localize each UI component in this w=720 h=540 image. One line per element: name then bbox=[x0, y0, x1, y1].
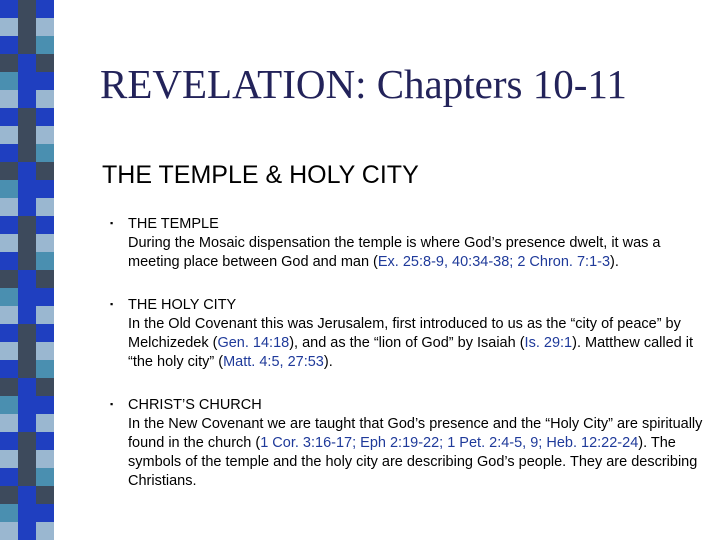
decorative-tile bbox=[0, 468, 18, 486]
decorative-tile bbox=[18, 252, 36, 270]
scripture-reference: Ex. 25:8-9, 40:34-38; 2 Chron. 7:1-3 bbox=[377, 254, 611, 270]
body-text: During the Mosaic dispensation the temple is where God’s presence dwelt, it was a meeting place between God and man ( bbox=[128, 235, 661, 270]
decorative-tile bbox=[0, 342, 18, 360]
decorative-tile bbox=[0, 270, 18, 288]
item-body bbox=[128, 315, 710, 372]
decorative-tile bbox=[18, 144, 36, 162]
decorative-tile bbox=[18, 216, 36, 234]
decorative-tile bbox=[36, 18, 54, 36]
decorative-tile bbox=[36, 342, 54, 360]
decorative-tile-strip bbox=[0, 0, 54, 540]
decorative-tile bbox=[0, 414, 18, 432]
bullet-item-holy-city bbox=[110, 296, 710, 372]
decorative-tile bbox=[36, 288, 54, 306]
decorative-tile bbox=[36, 54, 54, 72]
bullet-icon: ▪ bbox=[110, 218, 114, 228]
decorative-tile bbox=[0, 522, 18, 540]
decorative-tile bbox=[18, 126, 36, 144]
decorative-tile bbox=[0, 36, 18, 54]
bullet-list bbox=[110, 215, 710, 515]
decorative-tile bbox=[18, 18, 36, 36]
decorative-tile bbox=[36, 396, 54, 414]
decorative-tile bbox=[0, 216, 18, 234]
body-text: In the New Covenant we are taught that God’s presence and the “Holy City” are spiritually found in the church ( bbox=[128, 416, 703, 451]
body-text: ). bbox=[610, 254, 619, 270]
bullet-icon: ▪ bbox=[110, 399, 114, 409]
decorative-tile bbox=[36, 468, 54, 486]
decorative-tile bbox=[18, 306, 36, 324]
decorative-tile bbox=[36, 360, 54, 378]
decorative-tile bbox=[0, 378, 18, 396]
decorative-tile bbox=[18, 0, 36, 18]
scripture-reference: 1 Cor. 3:16-17; Eph 2:19-22; 1 Pet. 2:4-5, 9; Heb. 12:22-24 bbox=[260, 435, 639, 451]
decorative-tile bbox=[36, 72, 54, 90]
item-heading: THE HOLY CITY bbox=[128, 297, 237, 313]
decorative-tile bbox=[0, 450, 18, 468]
decorative-tile bbox=[36, 198, 54, 216]
decorative-tile bbox=[18, 162, 36, 180]
body-text: In the Old Covenant this was Jerusalem, first introduced to us as the “city of peace” by Melchizedek ( bbox=[128, 316, 681, 351]
decorative-tile bbox=[18, 54, 36, 72]
decorative-tile bbox=[0, 162, 18, 180]
decorative-tile bbox=[0, 54, 18, 72]
decorative-tile bbox=[0, 144, 18, 162]
decorative-tile bbox=[36, 162, 54, 180]
decorative-tile bbox=[0, 360, 18, 378]
decorative-tile bbox=[0, 306, 18, 324]
decorative-tile bbox=[36, 432, 54, 450]
decorative-tile bbox=[18, 342, 36, 360]
decorative-tile bbox=[18, 198, 36, 216]
decorative-tile bbox=[18, 270, 36, 288]
scripture-reference: Gen. 14:18 bbox=[217, 335, 290, 351]
body-text: ). Matthew called it “the holy city” ( bbox=[128, 335, 693, 370]
item-body bbox=[128, 234, 710, 272]
decorative-tile bbox=[36, 36, 54, 54]
decorative-tile bbox=[36, 108, 54, 126]
decorative-tile bbox=[0, 288, 18, 306]
decorative-tile bbox=[0, 0, 18, 18]
decorative-tile bbox=[18, 450, 36, 468]
decorative-tile bbox=[18, 522, 36, 540]
decorative-tile bbox=[0, 324, 18, 342]
decorative-tile bbox=[0, 108, 18, 126]
decorative-tile bbox=[0, 90, 18, 108]
decorative-tile bbox=[0, 432, 18, 450]
decorative-tile bbox=[0, 504, 18, 522]
decorative-tile bbox=[18, 180, 36, 198]
decorative-tile bbox=[18, 36, 36, 54]
decorative-tile bbox=[18, 90, 36, 108]
item-heading: CHRIST’S CHURCH bbox=[128, 397, 262, 413]
decorative-tile bbox=[18, 414, 36, 432]
item-body bbox=[128, 415, 710, 491]
decorative-tile bbox=[18, 108, 36, 126]
decorative-tile bbox=[18, 324, 36, 342]
decorative-tile bbox=[36, 504, 54, 522]
decorative-tile bbox=[36, 180, 54, 198]
decorative-tile bbox=[0, 252, 18, 270]
decorative-tile bbox=[18, 432, 36, 450]
decorative-tile bbox=[18, 288, 36, 306]
decorative-tile bbox=[18, 378, 36, 396]
decorative-tile bbox=[36, 324, 54, 342]
decorative-tile bbox=[0, 396, 18, 414]
scripture-reference: Is. 29:1 bbox=[524, 335, 573, 351]
decorative-tile bbox=[18, 234, 36, 252]
decorative-tile bbox=[36, 90, 54, 108]
slide-title: REVELATION: Chapters 10-11 bbox=[100, 61, 627, 107]
body-text: ), and as the “lion of God” by Isaiah ( bbox=[289, 335, 525, 351]
decorative-tile bbox=[0, 486, 18, 504]
decorative-tile bbox=[18, 396, 36, 414]
decorative-tile bbox=[18, 486, 36, 504]
decorative-tile bbox=[18, 504, 36, 522]
decorative-tile bbox=[36, 270, 54, 288]
decorative-tile bbox=[0, 180, 18, 198]
decorative-tile bbox=[36, 216, 54, 234]
decorative-tile bbox=[18, 72, 36, 90]
decorative-tile bbox=[36, 252, 54, 270]
decorative-tile bbox=[18, 468, 36, 486]
decorative-tile bbox=[0, 198, 18, 216]
decorative-tile bbox=[36, 306, 54, 324]
decorative-tile bbox=[36, 450, 54, 468]
decorative-tile bbox=[36, 378, 54, 396]
decorative-tile bbox=[36, 414, 54, 432]
decorative-tile bbox=[36, 144, 54, 162]
slide-subtitle: THE TEMPLE & HOLY CITY bbox=[102, 161, 419, 189]
decorative-tile bbox=[0, 234, 18, 252]
decorative-tile bbox=[0, 18, 18, 36]
bullet-item-christs-church bbox=[110, 396, 710, 491]
decorative-tile bbox=[36, 0, 54, 18]
bullet-item-temple bbox=[110, 215, 710, 272]
decorative-tile bbox=[36, 126, 54, 144]
decorative-tile bbox=[36, 522, 54, 540]
body-text: ). The symbols of the temple and the holy city are describing God’s people. They are describing Christians. bbox=[128, 435, 698, 489]
decorative-tile bbox=[18, 360, 36, 378]
item-heading: THE TEMPLE bbox=[128, 216, 219, 232]
decorative-tile bbox=[36, 234, 54, 252]
body-text: ). bbox=[323, 354, 333, 370]
decorative-tile bbox=[0, 126, 18, 144]
scripture-reference: Matt. 4:5, 27:53 bbox=[223, 354, 324, 370]
bullet-icon: ▪ bbox=[110, 299, 114, 309]
decorative-tile bbox=[0, 72, 18, 90]
decorative-tile bbox=[36, 486, 54, 504]
